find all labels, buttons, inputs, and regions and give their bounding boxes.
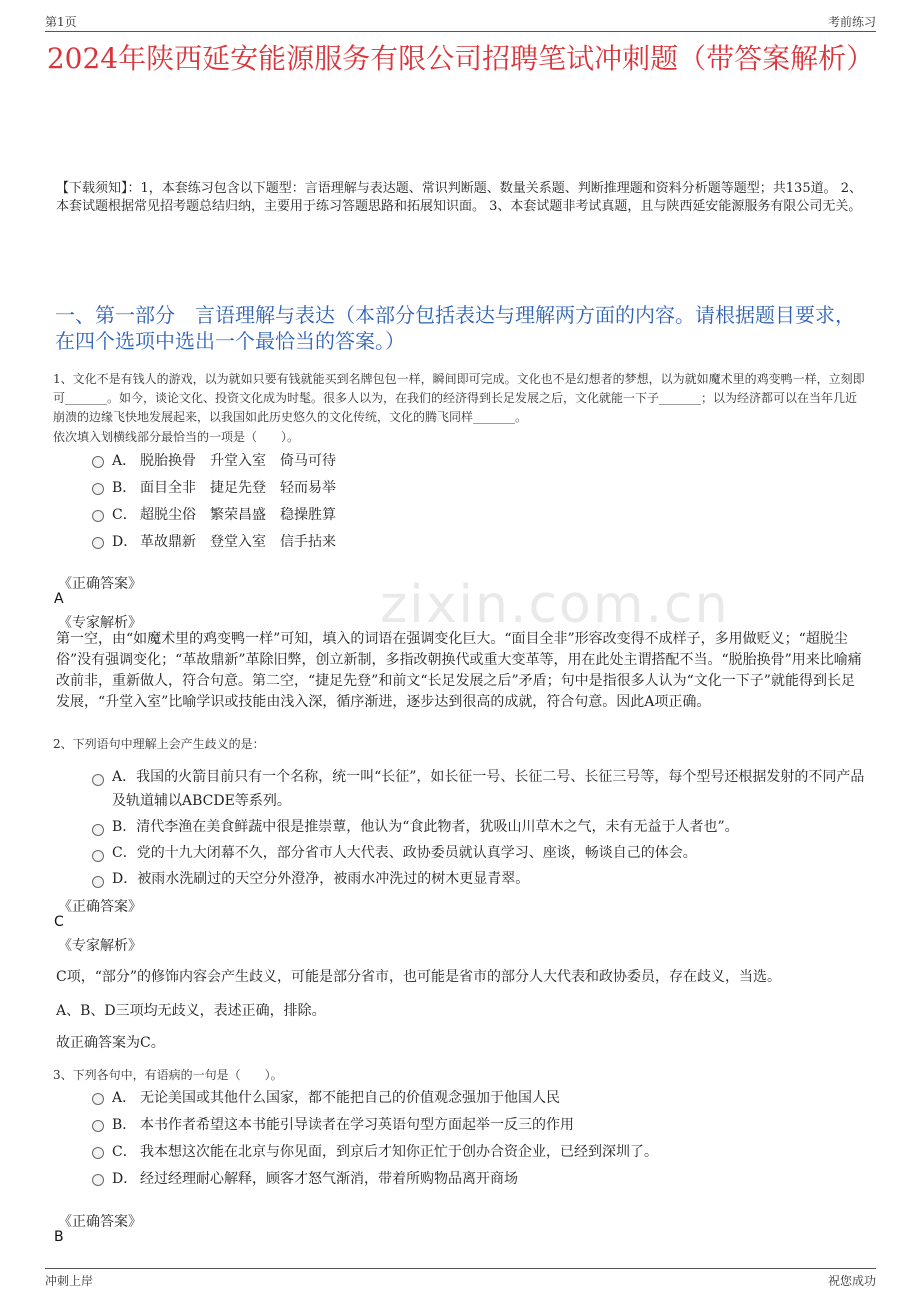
question-2-stem: 2、下列语句中理解上会产生歧义的是：	[53, 737, 265, 751]
option-text: 面目全非 捷足先登 轻而易举	[140, 479, 336, 496]
radio-icon[interactable]	[92, 1174, 104, 1186]
radio-icon[interactable]	[92, 537, 104, 549]
question-1-prompt: 依次填入划横线部分最恰当的一项是（ ）。	[53, 430, 300, 444]
option-text: 超脱尘俗 繁荣昌盛 稳操胜算	[140, 506, 336, 523]
option-text: 经过经理耐心解释，顾客才怒气渐消，带着所购物品离开商场	[140, 1170, 518, 1187]
analysis-paragraph: 故正确答案为C。	[56, 1035, 165, 1051]
option-letter: D．	[112, 533, 138, 550]
question-3-options	[92, 1083, 866, 1191]
question-1-stem: 1、文化不是有钱人的游戏，以为就如只要有钱就能买到名牌包包一样，瞬间即可完成。文化也不是幻想者的梦想，以为就如魔术里的鸡变鸭一样，立刻即可_______。如今，谈论文化、投资文化成为时髦。很多人以为，在我们的经济得到长足发展之后，文化就能一下子_______；以为经济都可以在当年几近崩溃的边缘飞快地发展起来，以我国如此历史悠久的文化传统，文化的腾飞同样_______。	[53, 372, 865, 424]
download-notice: 【下载须知】：1，本套练习包含以下题型：言语理解与表达题、常识判断题、数量关系题、判断推理题和资料分析题等题型；共135道。 2、本套试题根据常见招考题总结归纳，主要用于练习答题思路和拓展知识面。 3、本套试题非考试真题，且与陕西延安能源服务有限公司无关。	[56, 181, 862, 214]
option-letter: B．	[112, 479, 137, 496]
section-heading: 一、第一部分 言语理解与表达（本部分包括表达与理解两方面的内容。请根据题目要求，在四个选项中选出一个最恰当的答案。）	[55, 303, 855, 353]
option-a[interactable]	[92, 765, 866, 813]
option-d[interactable]	[92, 1164, 866, 1191]
option-a[interactable]	[92, 1083, 866, 1110]
answer-value: C	[54, 914, 64, 930]
analysis-paragraph: C项，“部分”的修饰内容会产生歧义，可能是部分省市，也可能是省市的部分人大代表和政协委员，存在歧义，当选。	[56, 969, 782, 985]
option-c[interactable]	[92, 841, 866, 865]
analysis-text: 第一空，由“如魔术里的鸡变鸭一样”可知，填入的词语在强调变化巨大。“面目全非”形容改变得不成样子，多用做贬义；“超脱尘俗”没有强调变化；“革故鼎新”革除旧弊，创立新制，多指改朝换代或重大变革等，用在此处主谓搭配不当。“脱胎换骨”用来比喻痛改前非，重新做人，符合句意。第二空，“捷足先登”和前文“长足发展之后”矛盾；句中是指很多人认为“文化一下子”就能得到长足发展，“升堂入室”比喻学识或技能由浅入深，循序渐进，逐步达到很高的成就，符合句意。因此A项正确。	[56, 631, 862, 710]
option-b[interactable]	[92, 1110, 866, 1137]
header-tag: 考前练习	[827, 15, 876, 29]
option-b[interactable]	[92, 815, 866, 839]
option-text: D．被雨水洗刷过的天空分外澄净，被雨水冲洗过的树木更显青翠。	[112, 871, 530, 887]
option-a[interactable]	[92, 446, 866, 473]
answer-value: B	[54, 1229, 64, 1245]
option-letter: A．	[112, 1089, 137, 1106]
option-text: 本书作者希望这本书能引导读者在学习英语句型方面起举一反三的作用	[140, 1116, 574, 1133]
footer-divider	[45, 1268, 876, 1269]
option-letter: C．	[112, 506, 137, 523]
radio-icon[interactable]	[92, 456, 104, 468]
option-c[interactable]	[92, 1137, 866, 1164]
answer-label: 《正确答案》	[58, 576, 142, 592]
radio-icon[interactable]	[92, 1120, 104, 1132]
question-1-options	[92, 446, 866, 554]
radio-icon[interactable]	[92, 510, 104, 522]
radio-icon[interactable]	[92, 774, 104, 786]
analysis-paragraph: A、B、D三项均无歧义，表述正确，排除。	[56, 1003, 326, 1019]
option-text: B．清代李渔在美食鲜蔬中很是推崇蕈，他认为“食此物者，犹吸山川草木之气，未有无益于人者也”。	[112, 819, 739, 835]
header-divider	[45, 31, 876, 32]
option-text: C．党的十九大闭幕不久，部分省市人大代表、政协委员就认真学习、座谈，畅谈自己的体会。	[112, 845, 697, 861]
radio-icon[interactable]	[92, 1093, 104, 1105]
option-text: 革故鼎新 登堂入室 信手拈来	[140, 533, 336, 550]
document-title: 2024年陕西延安能源服务有限公司招聘笔试冲刺题（带答案解析）	[46, 42, 875, 75]
footer-right: 祝您成功	[827, 1274, 876, 1288]
option-b[interactable]	[92, 473, 866, 500]
radio-icon[interactable]	[92, 850, 104, 862]
radio-icon[interactable]	[92, 483, 104, 495]
footer-left: 冲刺上岸	[45, 1274, 94, 1288]
option-letter: A．	[112, 452, 137, 469]
answer-value: A	[54, 591, 64, 607]
radio-icon[interactable]	[92, 1147, 104, 1159]
analysis-label: 《专家解析》	[58, 615, 142, 631]
option-letter: C．	[112, 1143, 137, 1160]
option-c[interactable]	[92, 500, 866, 527]
option-text: 无论美国或其他什么国家，都不能把自己的价值观念强加于他国人民	[140, 1089, 560, 1106]
option-d[interactable]	[92, 527, 866, 554]
question-2-options	[92, 765, 866, 893]
option-d[interactable]	[92, 867, 866, 891]
page-number: 第1页	[45, 15, 77, 29]
watermark: zixin.com.cn	[380, 575, 730, 635]
radio-icon[interactable]	[92, 876, 104, 888]
option-text: 我本想这次能在北京与你见面，到京后才知你正忙于创办合资企业，已经到深圳了。	[140, 1143, 658, 1160]
option-text: 脱胎换骨 升堂入室 倚马可待	[140, 452, 336, 469]
analysis-label: 《专家解析》	[58, 938, 142, 954]
option-letter: D．	[112, 1170, 138, 1187]
option-letter: B．	[112, 1116, 137, 1133]
answer-label: 《正确答案》	[58, 899, 142, 915]
question-3-stem: 3、下列各句中，有语病的一句是（ ）。	[53, 1068, 283, 1082]
radio-icon[interactable]	[92, 824, 104, 836]
option-text: A．我国的火箭目前只有一个名称，统一叫“长征”，如长征一号、长征二号、长征三号等，每个型号还根据发射的不同产品及轨道辅以ABCDE等系列。	[112, 769, 865, 809]
answer-label: 《正确答案》	[58, 1214, 142, 1230]
